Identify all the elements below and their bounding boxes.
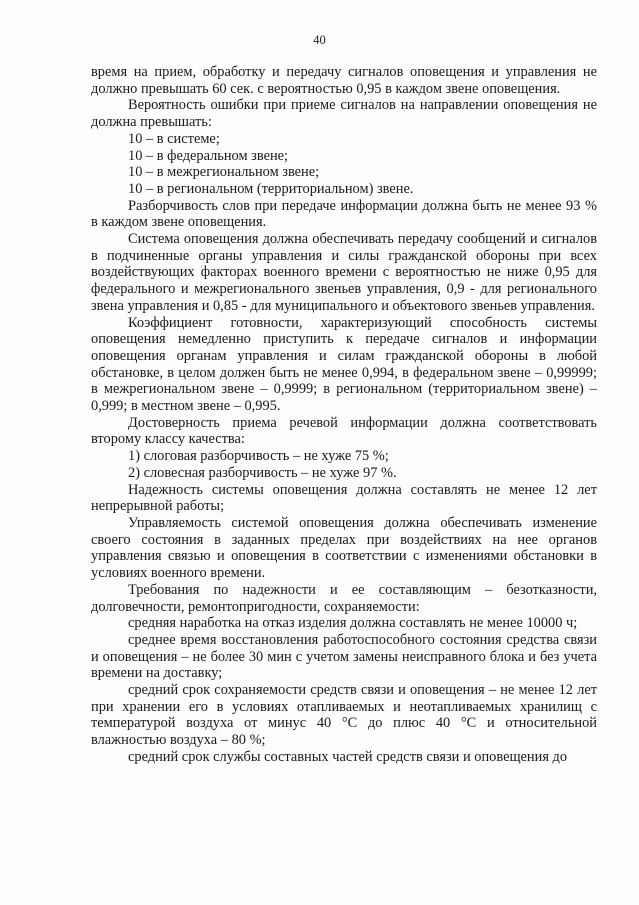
page-number: 40 (313, 33, 326, 47)
paragraph-transmission: Система оповещения должна обеспечивать передачу сообщений и сигналов в подчиненные органы управления и силы гражданской обороны при всех воздействующих факторах военного времени с вероятностью не ниже 0,95 для федерального и межрегионального звеньев управления, 0,9 - для регионального звена управления и 0,85 - для муниципального и объектового звеньев управления. (91, 231, 597, 314)
list-item-syllable: 1) слоговая разборчивость – не хуже 75 %; (128, 448, 389, 465)
paragraph-reliability-speech: Достоверность приема речевой информации должна соответствовать второму классу качества: (91, 414, 597, 448)
page-body (91, 64, 597, 766)
list-item-regional: 10 – в региональном (территориальном) звене. (128, 180, 414, 197)
list-item-interregional: 10 – в межрегиональном звене; (128, 164, 320, 181)
paragraph-readiness: Коэффициент готовности, характеризующий способность системы оповещения немедленно приступить к передаче сигналов и информации оповещения органам управления и силам гражданской обороны в любой обстановке, в целом должен быть не менее 0,994, в федеральном звене – 0,99999; в межрегиональном звене – 0,9999; в региональном (территориальном звене) – 0,999; в местном звене – 0,995. (91, 314, 597, 415)
list-item-system: 10 – в системе; (128, 130, 220, 147)
list-item-word: 2) словесная разборчивость – не хуже 97 %. (128, 464, 397, 481)
paragraph-mtbf: средняя наработка на отказ изделия должна составлять не менее 10000 ч; (128, 615, 578, 632)
list-item-federal: 10 – в федеральном звене; (128, 147, 289, 164)
paragraph-reliability-requirements: Требования по надежности и ее составляющим – безотказности, долговечности, ремонтопригодности, сохраняемости: (91, 581, 597, 615)
paragraph-error-probability: Вероятность ошибки при приеме сигналов на направлении оповещения не должна превышать: (91, 97, 597, 131)
paragraph-recovery-time: среднее время восстановления работоспособного состояния средства связи и оповещения – не более 30 мин с учетом замены неисправного блока и без учета времени на доставку; (91, 631, 597, 682)
paragraph-time-requirement: время на прием, обработку и передачу сигналов оповещения и управления не должно превышать 60 сек. с вероятностью 0,95 в каждом звене оповещения. (91, 64, 597, 97)
paragraph-intelligibility: Разборчивость слов при передаче информации должна быть не менее 93 % в каждом звене оповещения. (91, 197, 597, 231)
paragraph-storage-life: средний срок сохраняемости средств связи и оповещения – не менее 12 лет при хранении его в условиях отапливаемых и неотапливаемых хранилищ с температурой воздуха от минус 40 °С до плюс 40 °С и относительной влажностью воздуха – 80 %; (91, 682, 597, 749)
paragraph-controllability: Управляемость системой оповещения должна обеспечивать изменение своего состояния в заданных пределах при воздействиях на нее органов управления связью и оповещения в соответствии с изменениями обстановки в условиях военного времени. (91, 514, 597, 582)
paragraph-durability: Надежность системы оповещения должна составлять не менее 12 лет непрерывной работы; (91, 481, 597, 515)
paragraph-service-life: средний срок службы составных частей средств связи и оповещения до (128, 748, 568, 765)
